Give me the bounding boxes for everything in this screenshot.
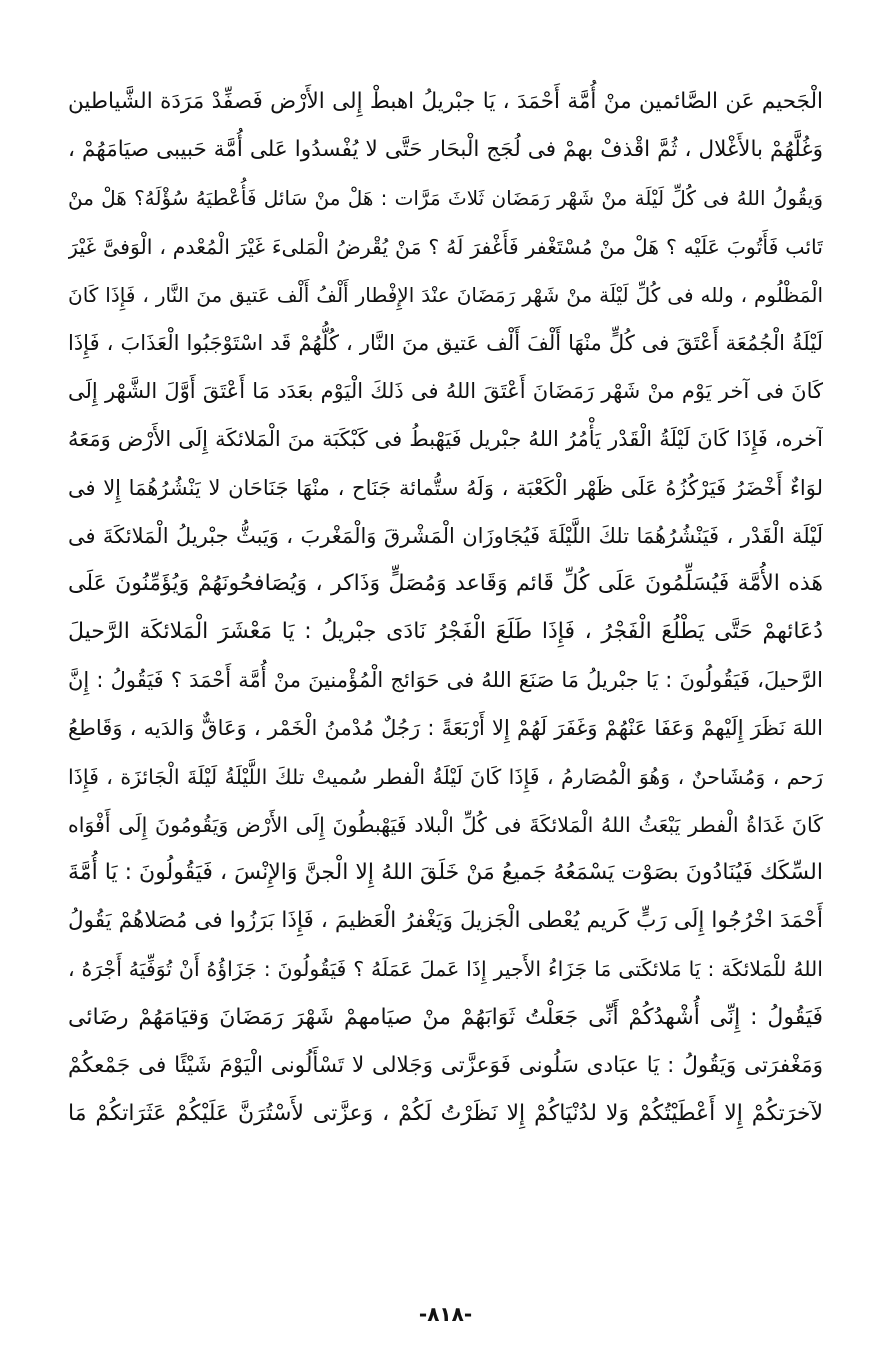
text-line: اللهُ للْمَلائكَة : يَا مَلائكَتى مَا جَزَاءُ الأَجير إِذَا عَملَ عَمَلَهُ ؟ فَيَقُولُونَ : جَزَاؤُهُ أَنْ تُوَفِّيَهُ أَجْرَهُ ، <box>68 957 823 982</box>
text-line: وَيقُولُ اللهُ فى كُلِّ لَيْلَة منْ شَهْر رَمَضَان ثَلاثَ مَرَّات : هَلْ منْ سَائل فَأُعْطيَهُ سُؤْلَهُ؟ هَلْ منْ <box>68 186 823 211</box>
text-line: الرَّحيلَ، فَيَقُولُونَ : يَا جبْريلُ مَا صَنَعَ اللهُ فى حَوَائج الْمُؤْمنينَ منْ أُمَّة أَحْمَدَ ؟ فَيَقُولُ : إِنَّ <box>68 668 823 693</box>
text-line: لوَاءٌ أَخْضَرُ فَيَرْكُزُهُ عَلَى ظَهْر الْكَعْبَة ، وَلَهُ ستُّمائة جَنَاح ، منْهَا جَنَاحَان لا يَنْشُرُهُمَا إِلا فى <box>68 475 823 500</box>
text-line: كَانَ غَدَاةُ الْفطر يَبْعَثُ اللهُ الْمَلائكَةَ فى كُلِّ الْبلاد فَيَهْبطُونَ إِلَى الأَرْض وَيَقُومُونَ إِلَى أَفْوَاه <box>68 812 823 837</box>
text-line: لَيْلَةُ الْجُمُعَة أَعْتَقَ فى كُلٍّ منْهَا أَلْفَ أَلْف عَتيق منَ النَّار ، كُلُّهُمْ قَد اسْتَوْجَبُوا الْعَذَابَ ، فَإِذَا <box>68 330 823 355</box>
text-line: لَيْلَة الْقَدْر ، فَيَنْشُرُهُمَا تلكَ اللَّيْلَةَ فَيُجَاوزَان الْمَشْرقَ وَالْمَغْربَ ، وَيَبثُّ جبْريلُ الْمَلائكَةَ فى <box>68 523 823 548</box>
text-line: كَانَ فى آخر يَوْم منْ شَهْر رَمَضَانَ أَعْتَقَ اللهُ فى ذَلكَ الْيَوْم بعَدَد مَا أَعْتَقَ أَوَّلَ الشَّهْر إِلَى <box>68 379 823 404</box>
text-line: هَذه الأُمَّة فَيُسَلِّمُونَ عَلَى كُلِّ قَائم وَقَاعد وَمُصَلٍّ وَذَاكر ، وَيُصَافحُونَهُمْ وَيُؤَمِّنُونَ عَلَى <box>68 570 823 596</box>
page-number: -٨١٨- <box>418 1302 473 1326</box>
text-line: لآخرَتكُمْ إِلا أَعْطَيْتُكُمْ وَلا لدُنْيَاكُمْ إِلا نَظَرْتُ لَكُمْ ، وَعزَّتى لأَسْتُرَنَّ عَلَيْكُمْ عَثَرَاتكُمْ مَا <box>68 1100 823 1126</box>
text-line: السِّكَك فَيُنَادُونَ بصَوْت يَسْمَعُهُ جَميعُ مَنْ خَلَقَ اللهُ إِلا الْجنَّ وَالإِنْسَ ، فَيَقُولُونَ : يَا أُمَّةَ <box>68 860 823 885</box>
text-line: وَغُلَّهُمْ بالأَغْلال ، ثُمَّ اقْذفْ بهمْ فى لُجَج الْبحَار حَتَّى لا يُفْسدُوا عَلى أُمَّة حَبيبى صيَامَهُمْ ، <box>68 137 823 163</box>
main-text-block <box>68 78 823 1138</box>
text-line: فَيَقُولُ : إِنِّى أُشْهدُكُمْ أَنِّى جَعَلْتُ ثَوَابَهُمْ منْ صيَامهمْ شَهْرَ رَمَضَانَ وَقيَامَهُمْ رضَائى <box>68 1004 823 1030</box>
text-line: رَحم ، وَمُشَاحنٌ ، وَهُوَ الْمُصَارمُ ، فَإِذَا كَانَ لَيْلَةُ الْفطر سُميتْ تلكَ اللَّيْلَةُ لَيْلَةَ الْجَائزَة ، فَإِذَا <box>68 764 823 789</box>
text-line: تَائب فَأَتُوبَ عَلَيْه ؟ هَلْ منْ مُسْتَغْفر فَأَغْفرَ لَهُ ؟ مَنْ يُقْرضُ الْمَلىءَ غَيْرَ الْمُعْدم ، الْوَفىَّ غَيْرَ <box>68 234 823 259</box>
text-line: وَمَغْفرَتى وَيَقُولُ : يَا عبَادى سَلُونى فَوَعزَّتى وَجَلالى لا تَسْأَلُونى الْيَوْمَ شَيْئًا فى جَمْعكُمْ <box>68 1052 823 1078</box>
text-line: أَحْمَدَ اخْرُجُوا إِلَى رَبٍّ كَريم يُعْطى الْجَزيلَ وَيَغْفرُ الْعَظيمَ ، فَإِذَا بَرَزُوا فى مُصَلاهُمْ يَقُولُ <box>68 908 823 934</box>
text-line: الْمَظْلُوم ، ولله فى كُلِّ لَيْلَة منْ شَهْر رَمَضَانَ عنْدَ الإِفْطار أَلْفُ أَلْف عَتيق منَ النَّار ، فَإِذَا كَانَ <box>68 282 823 307</box>
text-line: دُعَائهمْ حَتَّى يَطْلُعَ الْفَجْرُ ، فَإِذَا طَلَعَ الْفَجْرُ نَادَى جبْريلُ : يَا مَعْشَرَ الْمَلائكَة الرَّحيلَ <box>68 619 823 645</box>
text-line: اللهَ نَظَرَ إِلَيْهمْ وَعَفَا عَنْهُمْ وَغَفَرَ لَهُمْ إِلا أَرْبَعَةً : رَجُلٌ مُدْمنُ الْخَمْر ، وَعَاقٌّ وَالدَيه ، وَقَاطعُ <box>68 716 823 741</box>
text-line: آخره، فَإِذَا كَانَ لَيْلَةُ الْقَدْر يَأْمُرُ اللهُ جبْريل فَيَهْبطُ فى كَبْكَبَة منَ الْمَلائكَة إِلَى الأَرْض وَمَعَهُ <box>68 427 823 452</box>
text-line: الْجَحيم عَن الصَّائمين منْ أُمَّة أَحْمَدَ ، يَا جبْريلُ اهبطْ إِلى الأَرْض فَصفِّدْ مَرَدَة الشَّياطين <box>68 89 823 114</box>
